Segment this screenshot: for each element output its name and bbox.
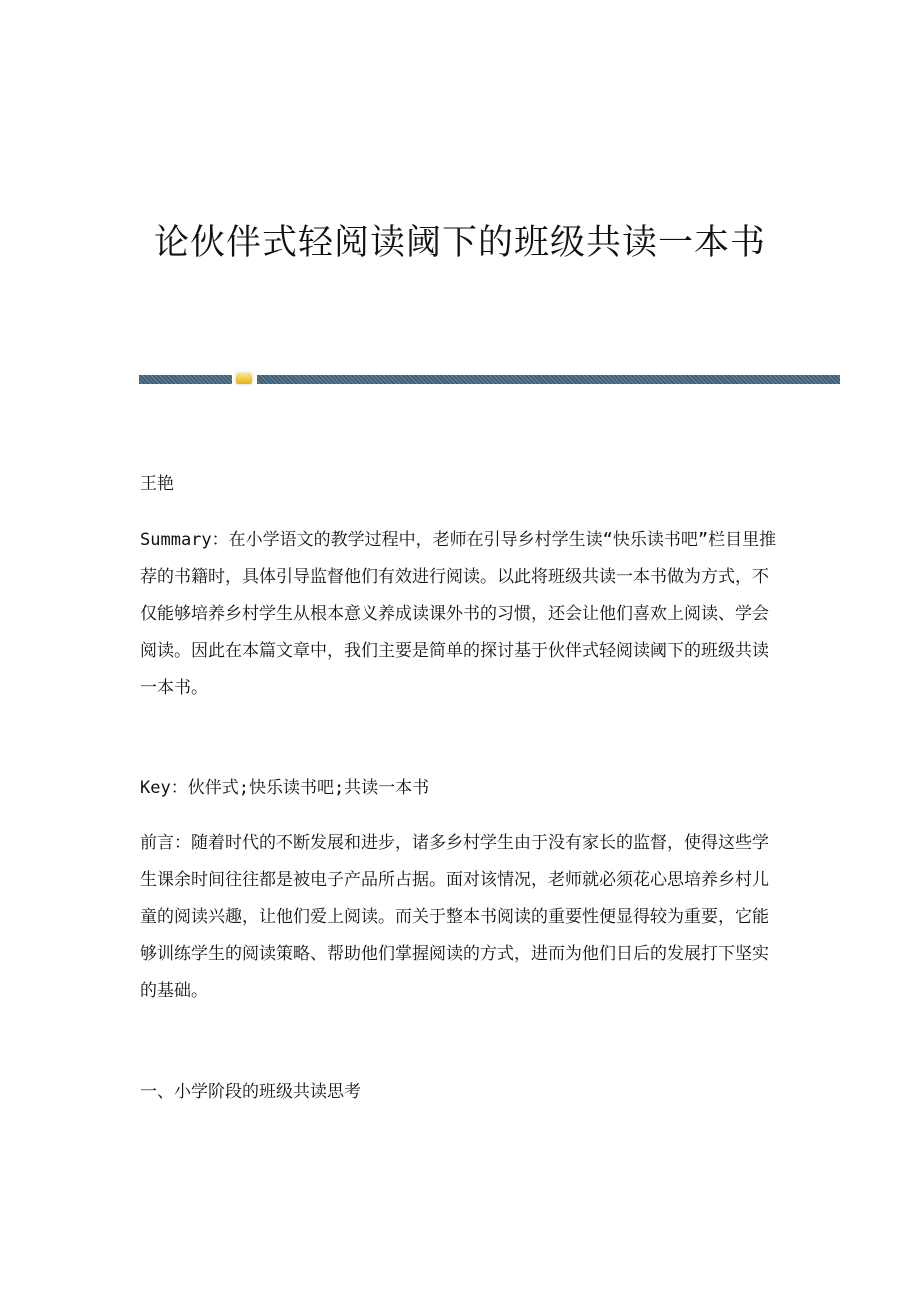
divider-left bbox=[139, 375, 232, 384]
section-heading: 一、小学阶段的班级共读思考 bbox=[140, 1082, 361, 1102]
divider-ornament bbox=[236, 373, 252, 384]
summary: Summary：在小学语文的教学过程中，老师在引导乡村学生读“快乐读书吧”栏目里推荐的书籍时，具体引导监督他们有效进行阅读。以此将班级共读一本书做为方式，不仅能够培养乡村学生从根本意义养成读课外书的习惯，还会让他们喜欢上阅读、学会阅读。因此在本篇文章中，我们主要是简单的探讨基于伙伴式轻阅读阈下的班级共读一本书。 bbox=[140, 530, 777, 698]
divider-right bbox=[257, 375, 840, 384]
keywords: Key：伙伴式;快乐读书吧;共读一本书 bbox=[140, 778, 430, 798]
preface: 前言：随着时代的不断发展和进步，诸多乡村学生由于没有家长的监督，使得这些学生课余时间往往都是被电子产品所占据。面对该情况，老师就必须花心思培养乡村儿童的阅读兴趣，让他们爱上阅读。而关于整本书阅读的重要性便显得较为重要，它能够训练学生的阅读策略、帮助他们掌握阅读的方式，进而为他们日后的发展打下坚实的基础。 bbox=[140, 833, 769, 1001]
author: 王艳 bbox=[140, 474, 174, 494]
document-title: 论伙伴式轻阅读阈下的班级共读一本书 bbox=[153, 223, 766, 263]
